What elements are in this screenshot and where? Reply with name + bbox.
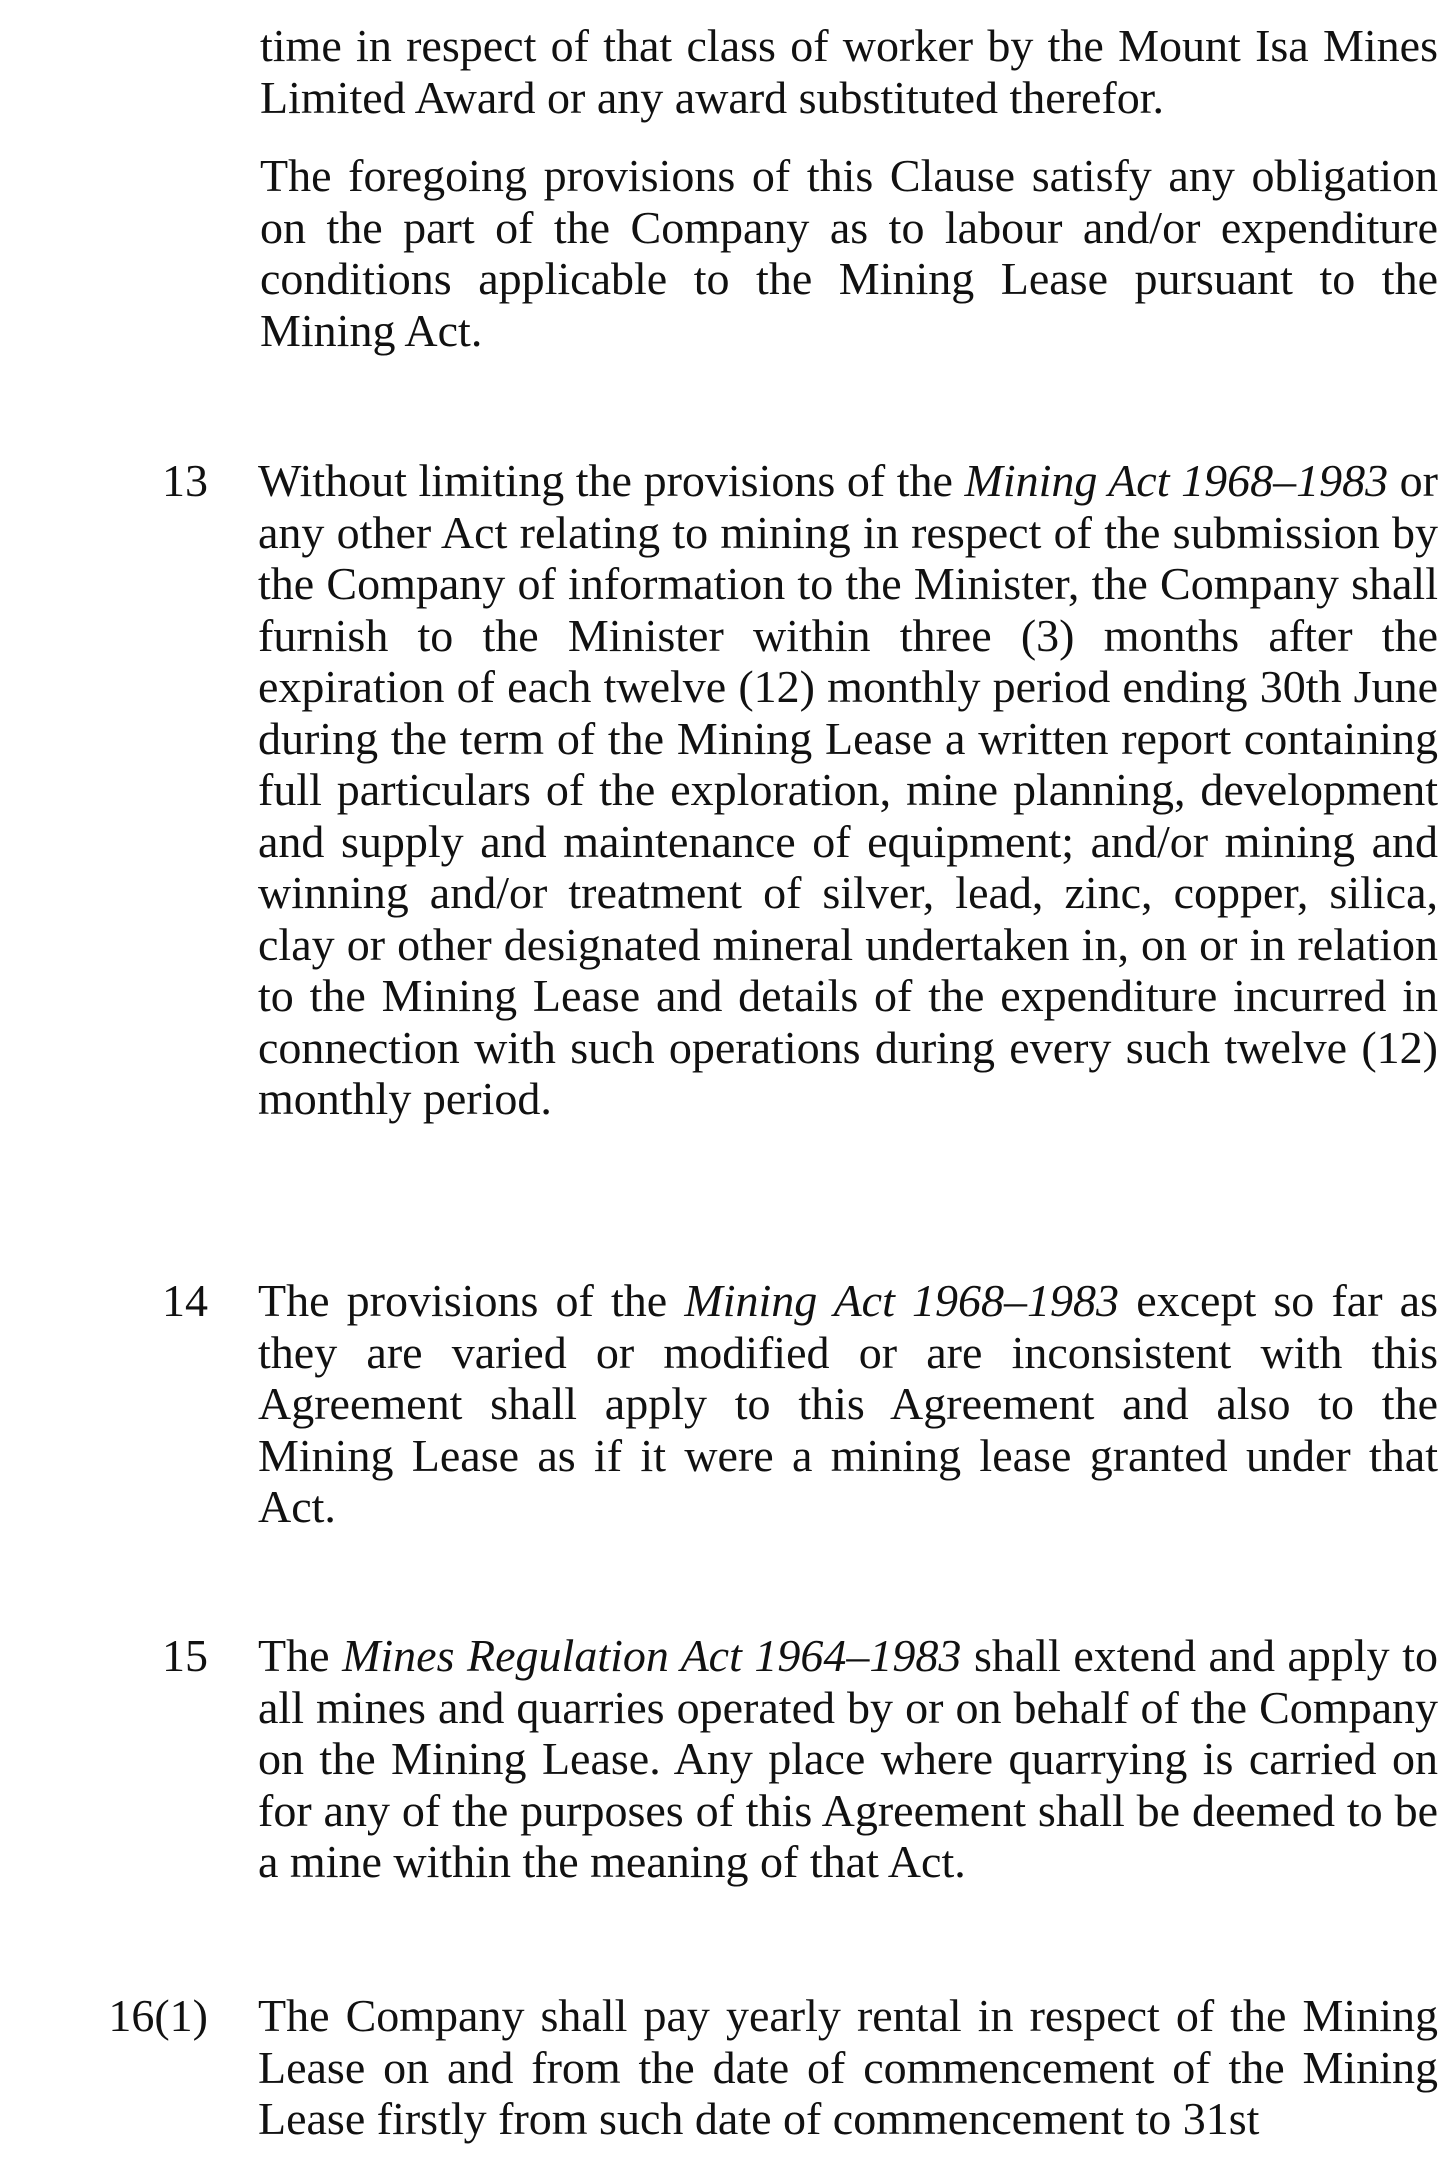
clause-text bbox=[258, 455, 1438, 1125]
clause-number: 13 bbox=[162, 455, 208, 506]
clause-text-post: shall extend and apply to all mines and quarries operated by or on behalf of the Company on the Mining Lease. Any place where quarrying is carried on for any of the purposes of this Agreement shall be deemed to be a mine within the meaning of that Act. bbox=[258, 1630, 1439, 1887]
clause-text bbox=[258, 1630, 1438, 1888]
clause-text-pre: The provisions of the bbox=[258, 1275, 685, 1326]
act-title: Mines Regulation Act 1964–1983 bbox=[342, 1630, 962, 1681]
clause-text-pre: The bbox=[258, 1630, 343, 1681]
clause-text-post: except so far as they are varied or modified or are inconsistent with this Agreement shall apply to this Agreement and also to the Mining Lease as if it were a mining lease granted under that Act. bbox=[258, 1275, 1439, 1532]
clause-text-pre: The Company shall pay yearly rental in respect of the Mining Lease on and from the date of commencement of the Mining Lease firstly from such date of commencement to 31st bbox=[258, 1990, 1438, 2144]
clause-number: 16(1) bbox=[108, 1990, 208, 2041]
clause-text-pre: Without limiting the provisions of the bbox=[258, 455, 965, 506]
act-title: Mining Act 1968–1983 bbox=[964, 455, 1389, 506]
clause-number: 15 bbox=[162, 1630, 208, 1681]
clause-text-post: or any other Act relating to mining in respect of the submission by the Company of information to the Minister, the Company shall furnish to the Minister within three (3) months after the expiration of each twelve (12) monthly period ending 30th June during the term of the Mining Lease a written report containing full particulars of the exploration, mine planning, development and supply and maintenance of equipment; and/or mining and winning and/or treatment of silver, lead, zinc, copper, silica, clay or other designated mineral undertaken in, on or in relation to the Mining Lease and details of the expenditure incurred in connection with such operations during every such twelve (12) monthly period. bbox=[258, 455, 1438, 1124]
foregoing-paragraph: The foregoing provisions of this Clause satisfy any obligation on the part of the Company as to labour and/or expenditure conditions applicable to the Mining Lease pursuant to the Mining Act. bbox=[260, 150, 1438, 356]
act-title: Mining Act 1968–1983 bbox=[684, 1275, 1120, 1326]
continuation-paragraph: time in respect of that class of worker by the Mount Isa Mines Limited Award or any award substituted therefor. bbox=[260, 20, 1438, 123]
clause-text bbox=[258, 1275, 1438, 1533]
clause-text bbox=[258, 1990, 1438, 2145]
clause-number: 14 bbox=[162, 1275, 208, 1326]
